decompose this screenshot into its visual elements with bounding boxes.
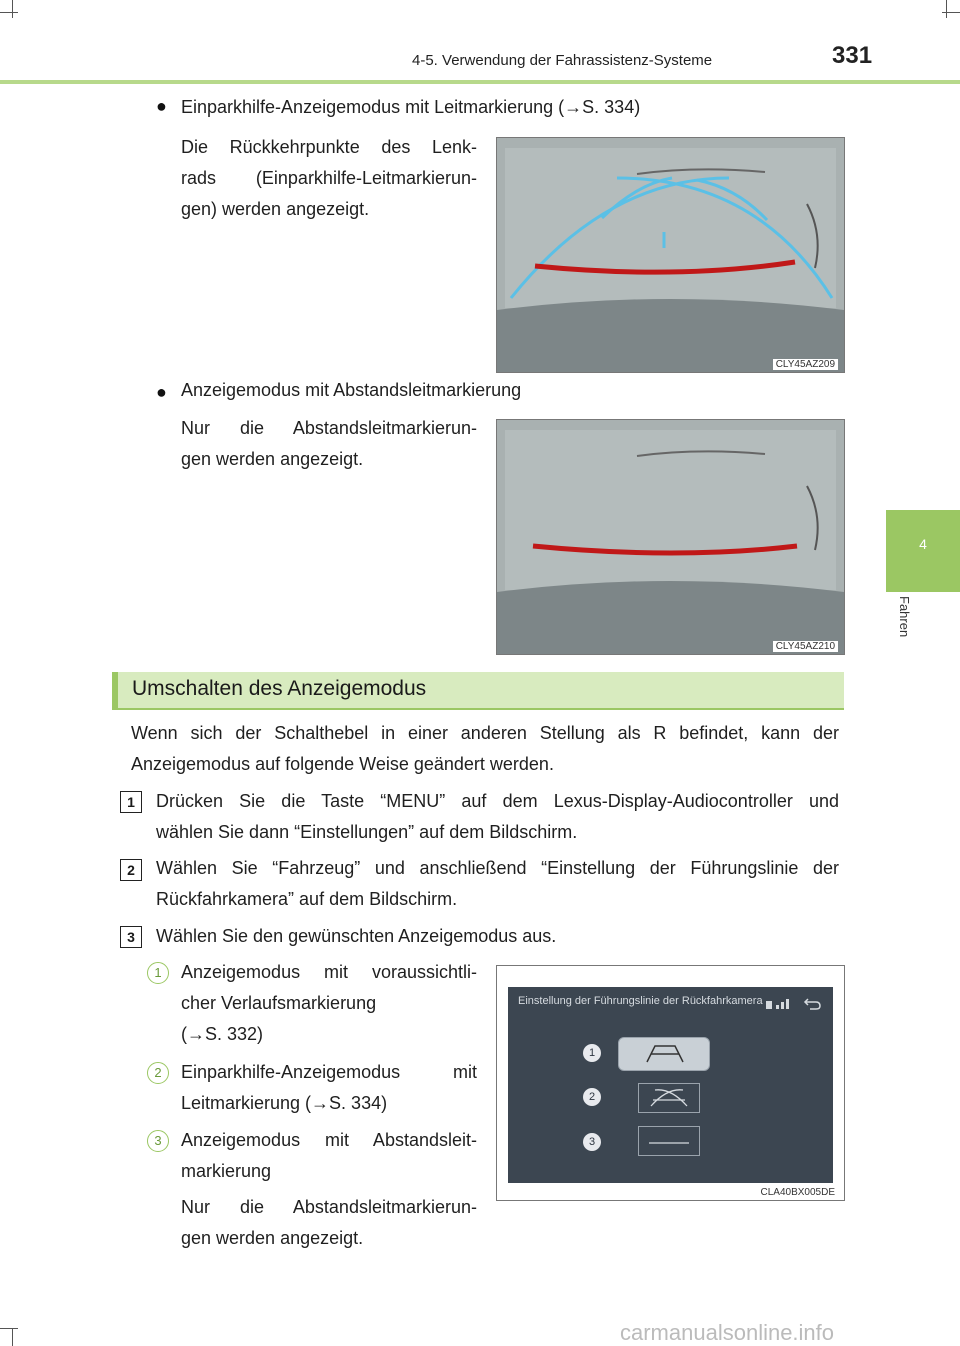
intro-line: Wenn sich der Schalthebel in einer anderen Stellung als R befindet, kann der [131, 723, 839, 743]
screen-option-number: 3 [583, 1133, 601, 1151]
step-number: 1 [120, 791, 142, 813]
crop-mark [0, 12, 18, 13]
step-text: Wählen Sie den gewünschten Anzeigemodus aus. [156, 926, 557, 946]
mode2-description [181, 413, 477, 475]
option3-note: Nur die Abstandsleitmarkierun- gen werden angezeigt. [181, 1197, 477, 1248]
mode1-title: Einparkhilfe-Anzeigemodus mit Leitmarkierung (→S. 334) [181, 97, 641, 117]
page-number: 331 [832, 42, 873, 69]
crop-mark [12, 1328, 13, 1346]
option-number: 1 [147, 962, 169, 984]
screen-option-number: 1 [583, 1044, 601, 1062]
crop-mark [12, 0, 13, 18]
mode1-line: rads (Einparkhilfe-Leitmarkierun- [181, 168, 477, 188]
screen-option-3[interactable] [638, 1126, 700, 1156]
screen-option-1[interactable] [618, 1037, 710, 1071]
mode1-line: gen) werden angezeigt. [181, 199, 370, 219]
mode1-line: Die Rückkehrpunkte des Lenk- [181, 137, 477, 157]
figure-mode1 [496, 137, 845, 373]
camera-view-mode1 [497, 138, 844, 372]
mode2-line: Nur die Abstandsleitmarkierun- [181, 418, 477, 438]
screen-title: Einstellung der Führungslinie der Rückfahrkamera [518, 995, 763, 1007]
mode1-description [181, 132, 477, 225]
section-rule [112, 708, 844, 710]
option-text: Einparkhilfe-Anzeigemodus mit Leitmarkierung (→S. 334) [181, 1062, 477, 1113]
screen-option-number: 2 [583, 1088, 601, 1106]
intro-line: Anzeigemodus auf folgende Weise geändert werden. [131, 754, 554, 774]
mode2-line: gen werden angezeigt. [181, 449, 364, 469]
chapter-number: 4 [919, 536, 927, 552]
settings-screen [508, 987, 833, 1183]
chapter-label: Fahren [897, 596, 912, 638]
mode2-title: Anzeigemodus mit Abstandsleitmarkierung [181, 380, 522, 400]
figure-mode2 [496, 419, 845, 655]
crop-mark [946, 0, 947, 18]
header-rule [0, 80, 960, 84]
watermark: carmanualsonline.info [620, 1320, 835, 1345]
header-section-title: 4-5. Verwendung der Fahrassistenz-Systeme [412, 52, 713, 69]
status-icons [766, 997, 822, 1011]
figure-code: CLY45AZ209 [773, 359, 838, 370]
step-number: 3 [120, 926, 142, 948]
option-text: Anzeigemodus mit Abstandsleit- markierung [181, 1130, 477, 1181]
section-intro [131, 718, 839, 780]
camera-view-mode2 [497, 420, 844, 654]
crop-mark [0, 1328, 18, 1329]
screen-option-2[interactable] [638, 1083, 700, 1113]
figure-code: CLA40BX005DE [758, 1187, 839, 1198]
bullet-mode2: ● [156, 382, 167, 402]
section-heading: Umschalten des Anzeigemodus [112, 672, 844, 708]
bullet-mode1: ● [156, 96, 167, 116]
crop-mark [942, 12, 960, 13]
step-number: 2 [120, 859, 142, 881]
option-text: Anzeigemodus mit voraussichtli- cher Verlaufsmarkierung (→S. 332) [181, 962, 477, 1044]
figure-code: CLY45AZ210 [773, 641, 838, 652]
step-text: Wählen Sie “Fahrzeug” und anschließend “Einstellung der Führungslinie der Rückfahrkamera” auf dem Bildschirm. [156, 858, 839, 909]
option-number: 3 [147, 1130, 169, 1152]
option-number: 2 [147, 1062, 169, 1084]
step-text: Drücken Sie die Taste “MENU” auf dem Lexus-Display-Audiocontroller und wählen Sie dann “Einstellungen” auf dem Bildschirm. [156, 791, 839, 842]
